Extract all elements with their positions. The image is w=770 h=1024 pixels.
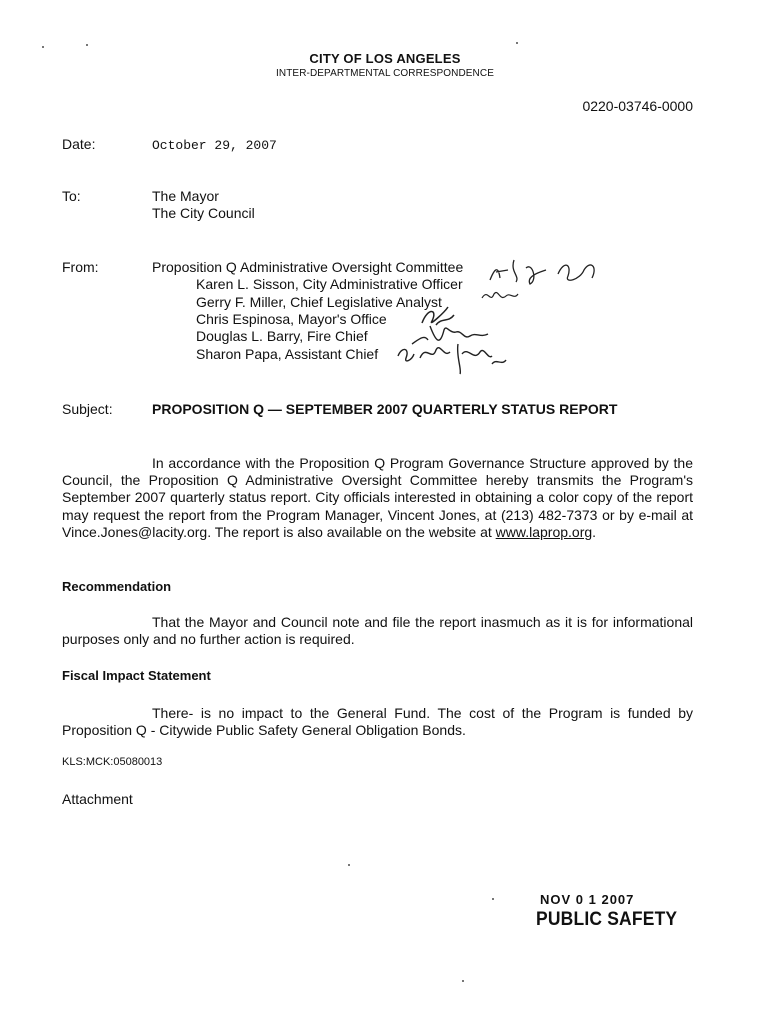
signature-initials-1	[480, 250, 610, 290]
scan-speck	[492, 898, 494, 900]
fiscal-paragraph: There- is no impact to the General Fund. The cost of the Program is funded by Proposition Q - Citywide Public Safety General Obligation Bonds.	[62, 705, 693, 739]
scan-speck	[42, 46, 44, 48]
attachment-label: Attachment	[62, 791, 133, 807]
scan-speck	[516, 42, 518, 44]
correspondence-subtitle: INTER-DEPARTMENTAL CORRESPONDENCE	[276, 68, 494, 79]
recommendation-paragraph: That the Mayor and Council note and file the report inasmuch as it is for informational purposes only and no further action is required.	[62, 614, 693, 648]
from-member-1: Karen L. Sisson, City Administrative Officer	[196, 276, 463, 292]
from-member-3: Chris Espinosa, Mayor's Office	[196, 311, 387, 327]
to-line-2: The City Council	[152, 205, 255, 221]
intro-end: .	[592, 523, 597, 540]
stamp-date: NOV 0 1 2007	[540, 892, 635, 907]
subject-value: PROPOSITION Q — SEPTEMBER 2007 QUARTERLY STATUS REPORT	[152, 401, 618, 417]
scan-speck	[86, 44, 88, 46]
from-member-5: Sharon Papa, Assistant Chief	[196, 346, 379, 362]
to-line-1: The Mayor	[152, 188, 219, 204]
reference-code: KLS:MCK:05080013	[62, 756, 163, 768]
from-label: From:	[62, 259, 99, 275]
city-title: CITY OF LOS ANGELES	[309, 51, 461, 66]
scan-speck	[348, 864, 350, 866]
scan-speck	[462, 980, 464, 982]
date-value: October 29, 2007	[152, 138, 277, 153]
document-number: 0220-03746-0000	[582, 98, 693, 114]
intro-paragraph	[62, 455, 693, 541]
to-label: To:	[62, 188, 81, 204]
website-link[interactable]: www.laprop.org	[495, 523, 593, 540]
fiscal-heading: Fiscal Impact Statement	[62, 668, 211, 683]
subject-label: Subject:	[62, 401, 113, 417]
signature-assistant-chief	[396, 336, 508, 378]
from-member-4: Douglas L. Barry, Fire Chief	[196, 328, 368, 344]
stamp-department: PUBLIC SAFETY	[536, 909, 678, 930]
recommendation-heading: Recommendation	[62, 579, 172, 594]
from-member-2: Gerry F. Miller, Chief Legislative Analyst	[196, 294, 442, 310]
date-label: Date:	[62, 136, 96, 152]
intro-text: In accordance with the Proposition Q Program Governance Structure approved by the Council, the Proposition Q Administrative Oversight Committee hereby transmits the Program's September 2007 quarterly status report. City officials interested in obtaining a color copy of the report may request the report from the Program Manager, Vincent Jones, at (213) 482-7373 or by e-mail at Vince.Jones@lacity.org. The report is also available on the website at	[62, 455, 693, 540]
signature-analyst	[480, 286, 520, 306]
from-committee: Proposition Q Administrative Oversight Committee	[152, 259, 464, 275]
